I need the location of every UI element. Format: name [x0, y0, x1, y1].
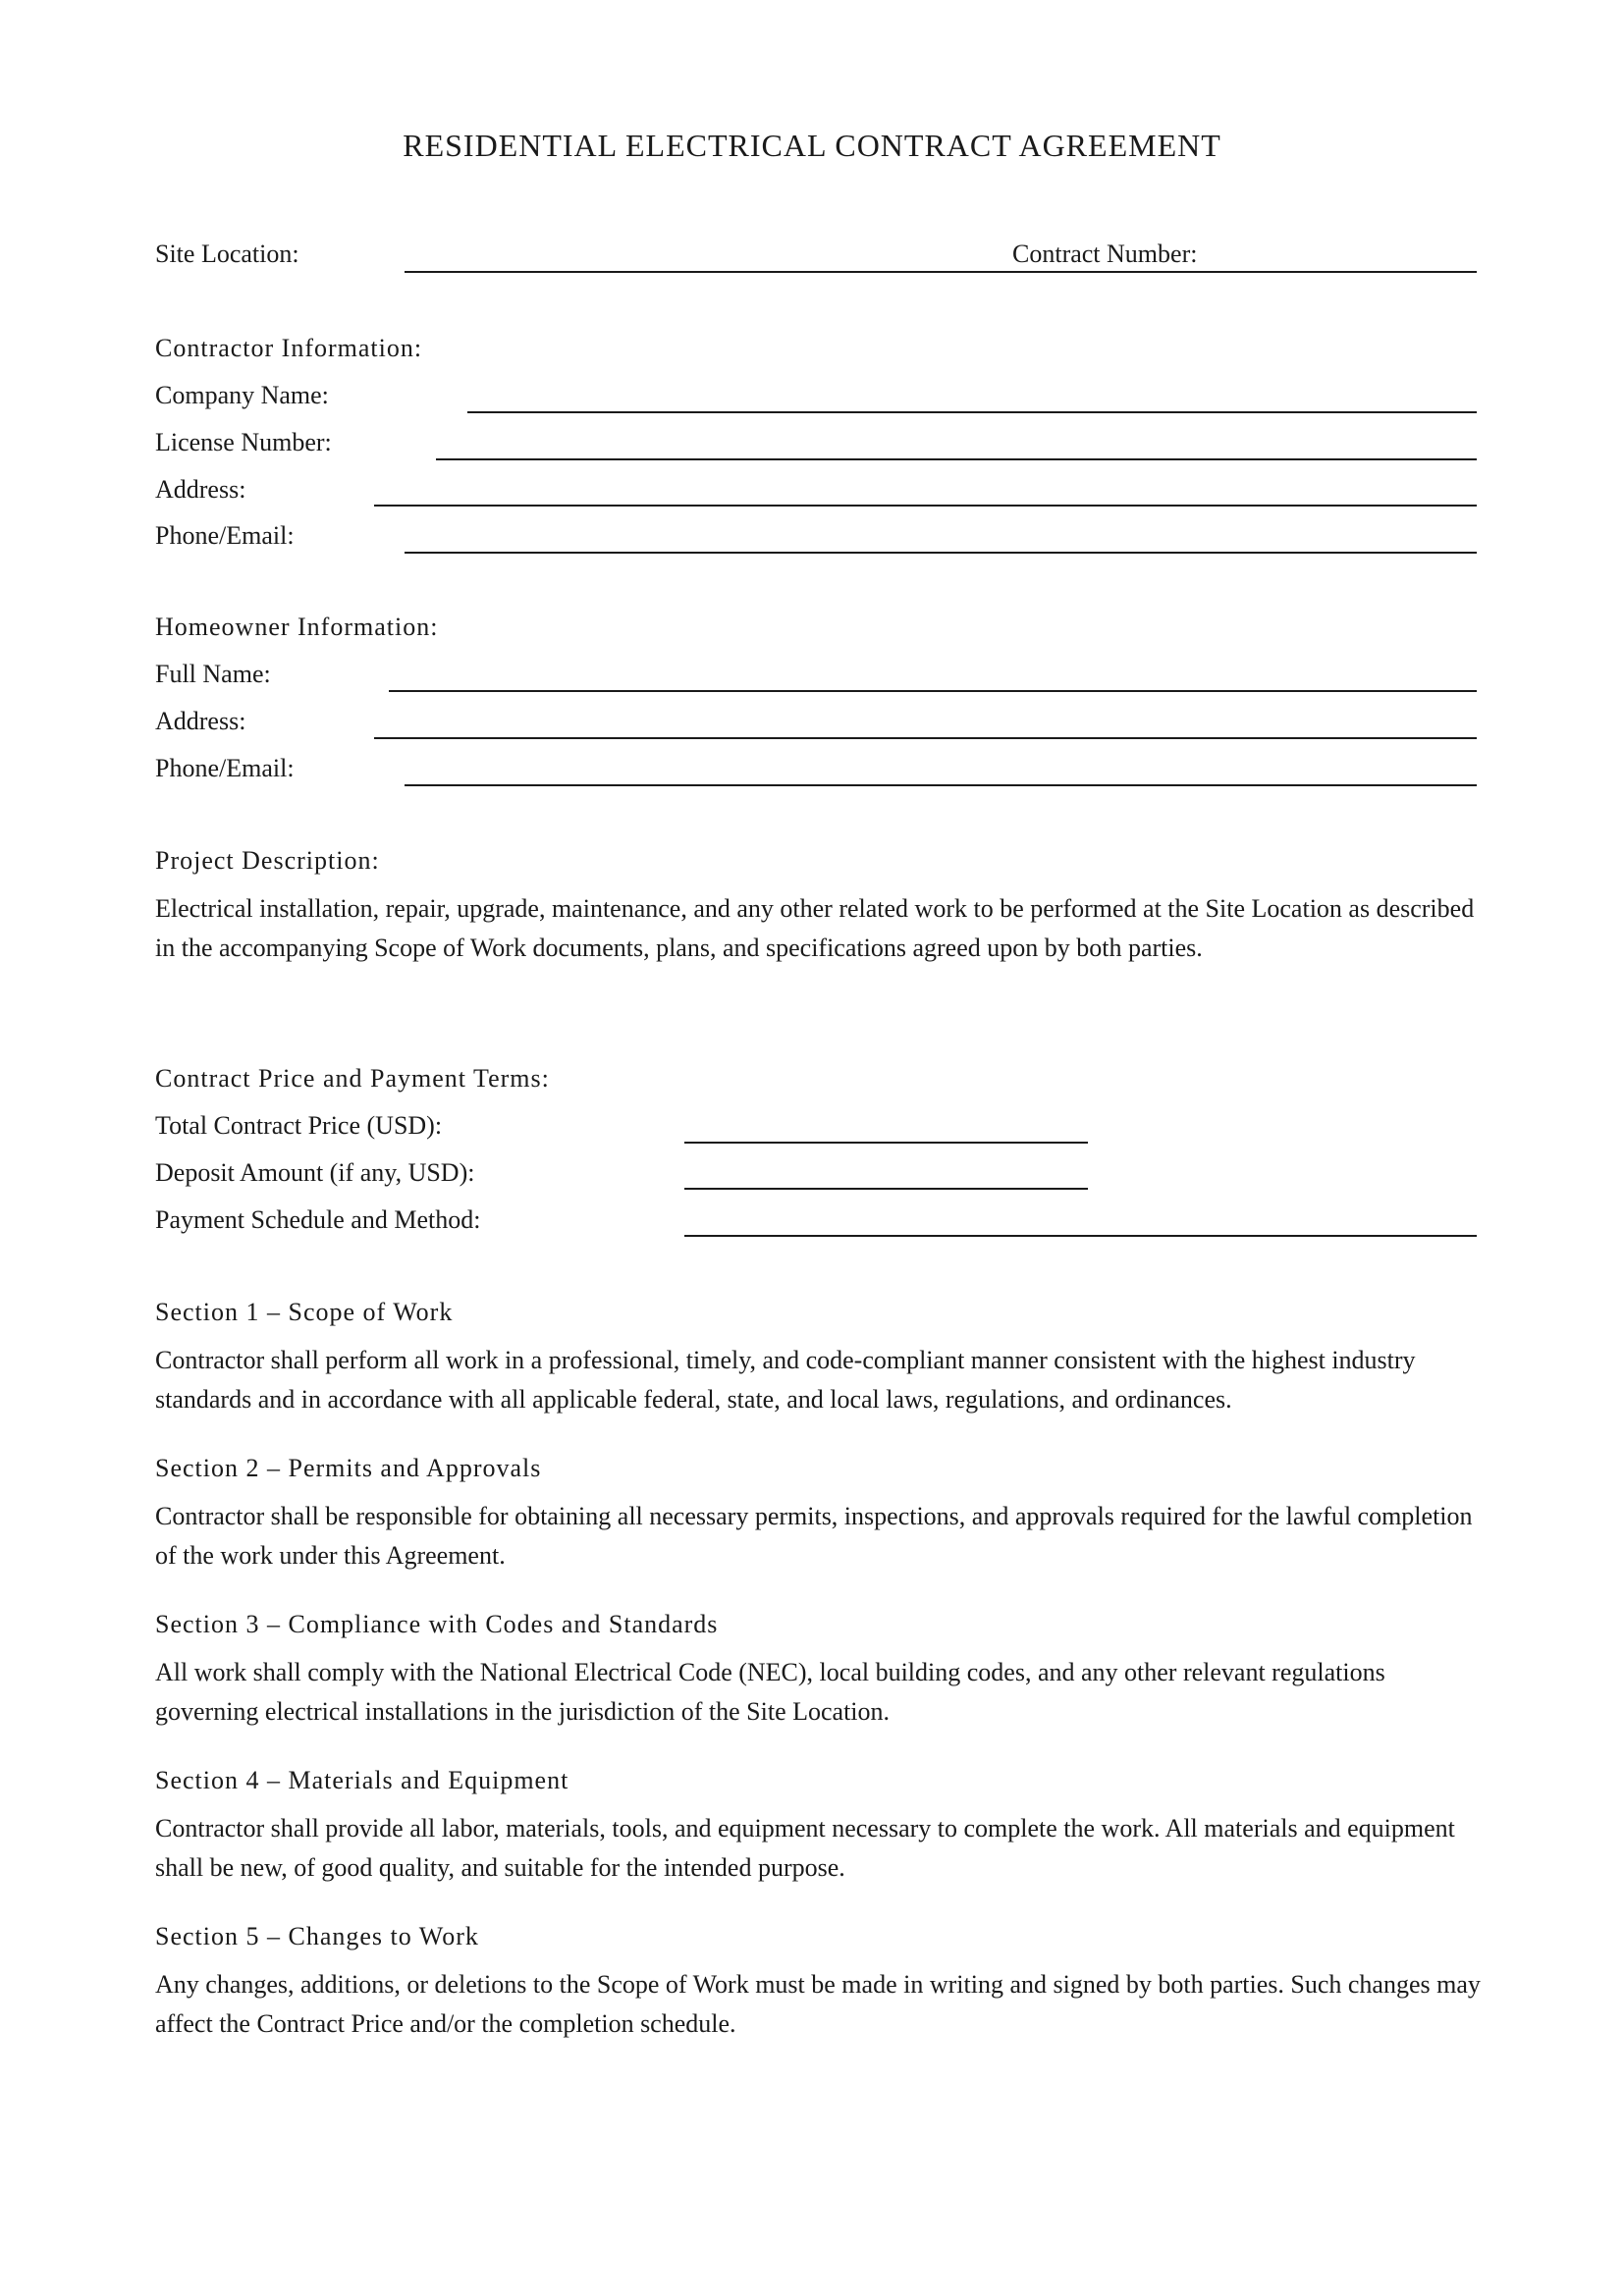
- homeowner-phone-email-label: Phone/Email:: [155, 754, 295, 782]
- deposit-label: Deposit Amount (if any, USD):: [155, 1158, 475, 1187]
- section-1-heading: Section 1 – Scope of Work: [155, 1298, 454, 1326]
- total-price-label: Total Contract Price (USD):: [155, 1111, 443, 1140]
- site-location-label: Site Location:: [155, 240, 299, 268]
- contractor-address-label: Address:: [155, 475, 246, 504]
- section-5-text: Any changes, additions, or deletions to the Scope of Work must be made in writing and signed by both parties. Such changes may affect the Contract Price and/or the completion schedule.: [155, 1970, 1481, 2038]
- section-2-heading: Section 2 – Permits and Approvals: [155, 1454, 542, 1482]
- license-number-field[interactable]: [436, 458, 1477, 460]
- payment-schedule-label: Payment Schedule and Method:: [155, 1205, 481, 1234]
- contractor-heading: Contractor Information:: [155, 334, 423, 362]
- contractor-address-field[interactable]: [374, 505, 1477, 507]
- deposit-field[interactable]: [684, 1188, 1088, 1190]
- project-description-text: Electrical installation, repair, upgrade, maintenance, and any other related work to be performed at the Site Location as described in the accompanying Scope of Work documents, plans, and specifications agreed upon by both parties.: [155, 894, 1475, 962]
- contractor-phone-email-label: Phone/Email:: [155, 521, 295, 550]
- payment-schedule-field[interactable]: [684, 1235, 1477, 1237]
- homeowner-address-field[interactable]: [374, 737, 1477, 739]
- company-name-field[interactable]: [467, 411, 1477, 413]
- payment-heading: Contract Price and Payment Terms:: [155, 1064, 550, 1093]
- contract-number-label: Contract Number:: [1012, 240, 1198, 268]
- homeowner-address-label: Address:: [155, 707, 246, 735]
- license-number-label: License Number:: [155, 428, 332, 456]
- project-description-heading: Project Description:: [155, 846, 380, 875]
- site-location-field[interactable]: [405, 271, 1477, 273]
- full-name-label: Full Name:: [155, 660, 271, 688]
- document-title: RESIDENTIAL ELECTRICAL CONTRACT AGREEMENT: [403, 128, 1221, 163]
- section-4-heading: Section 4 – Materials and Equipment: [155, 1766, 569, 1794]
- company-name-label: Company Name:: [155, 381, 329, 409]
- homeowner-phone-email-field[interactable]: [405, 784, 1477, 786]
- section-3-text: All work shall comply with the National Electrical Code (NEC), local building codes, and any other relevant regulations governing electrical installations in the jurisdiction of the Site Location.: [155, 1658, 1385, 1726]
- section-5-heading: Section 5 – Changes to Work: [155, 1922, 479, 1950]
- section-2-text: Contractor shall be responsible for obtaining all necessary permits, inspections, and approvals required for the lawful completion of the work under this Agreement.: [155, 1502, 1473, 1570]
- full-name-field[interactable]: [389, 690, 1477, 692]
- section-1-text: Contractor shall perform all work in a professional, timely, and code-compliant manner consistent with the highest industry standards and in accordance with all applicable federal, state, and local laws, regulations, and ordinances.: [155, 1346, 1416, 1414]
- section-3-heading: Section 3 – Compliance with Codes and Standards: [155, 1610, 719, 1638]
- total-price-field[interactable]: [684, 1142, 1088, 1144]
- homeowner-heading: Homeowner Information:: [155, 613, 439, 641]
- contractor-phone-email-field[interactable]: [405, 552, 1477, 554]
- section-4-text: Contractor shall provide all labor, materials, tools, and equipment necessary to complete the work. All materials and equipment shall be new, of good quality, and suitable for the intended purpose.: [155, 1814, 1455, 1882]
